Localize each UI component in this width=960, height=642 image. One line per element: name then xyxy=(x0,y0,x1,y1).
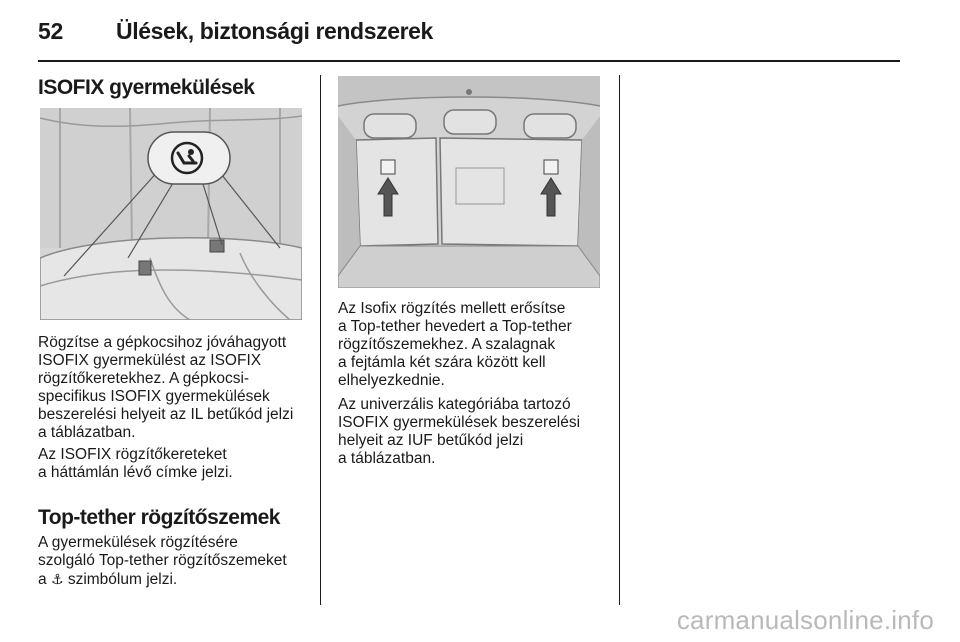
trunk-anchor-illustration xyxy=(338,76,600,288)
subsection-title: Top-tether rögzítőszemek xyxy=(38,506,280,529)
isofix-iuf-paragraph: Az univerzális kategóriába tartozó ISOFIX gyermekülések beszerelési helyeit az IUF betűkód jelzi a táblázatban. xyxy=(338,396,581,467)
arrow-up-icon xyxy=(539,176,563,218)
section-title: ISOFIX gyermekülések xyxy=(38,76,255,99)
top-tether-text-a: A gyermekülések rögzítésére szolgáló Top-tether rögzítőszemeket a xyxy=(38,534,287,588)
isofix-paragraph-1: Rögzítse a gépkocsihoz jóváhagyott ISOFIX gyermekülést az ISOFIX rögzítőkeretekhez. A gépkocsi- specifikus ISOFIX gyermekülések beszerelési helyeit az IL betűkód jelzi a táblázatban. xyxy=(38,334,294,441)
arrow-up-icon xyxy=(376,176,400,218)
isofix-seat-illustration xyxy=(40,108,302,320)
top-tether-text-b: szimbólum jelzi. xyxy=(67,571,178,588)
top-tether-paragraph-2: Az Isofix rögzítés mellett erősítse a Top-tether hevedert a Top-tether rögzítőszemekhez. A szalagnak a fejtámla két szára között kell elhelyezkednie. xyxy=(338,300,572,389)
isofix-paragraph-2: Az ISOFIX rögzítőkereteket a háttámlán lévő címke jelzi. xyxy=(38,446,233,481)
child-seat-icon xyxy=(169,141,205,175)
page-number: 52 xyxy=(38,18,63,44)
header-rule xyxy=(38,60,900,62)
watermark: carmanualsonline.info xyxy=(676,605,934,635)
top-tether-paragraph xyxy=(38,534,318,589)
chapter-title: Ülések, biztonsági rendszerek xyxy=(116,18,433,44)
column-divider-1 xyxy=(320,75,321,605)
column-divider-2 xyxy=(619,75,620,605)
top-tether-icon: ⚓ xyxy=(50,571,64,587)
